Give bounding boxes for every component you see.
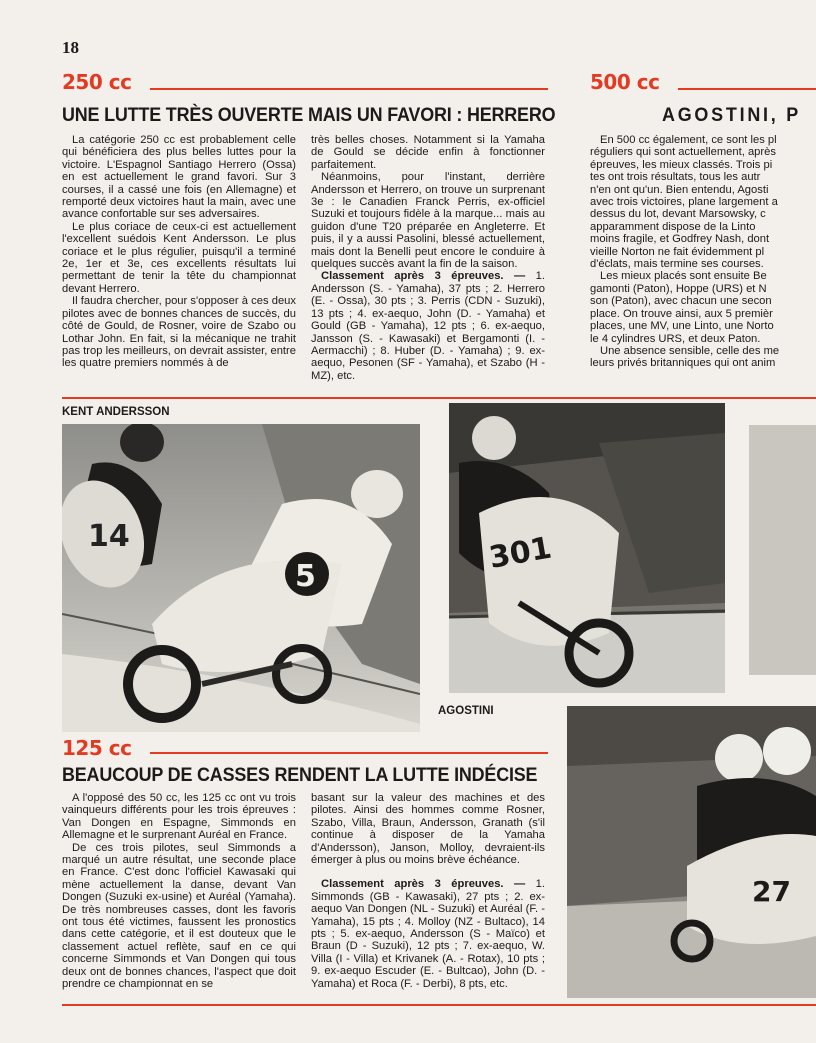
race-number-27: 27 bbox=[752, 875, 791, 908]
text-line: vieille Norton ne fait évidemment pl bbox=[590, 245, 765, 258]
paragraph: Il faudra chercher, pour s'opposer à ces deux pilotes avec de bonnes chances de succès, du côté de Gould, de Rosner, voire de Szabo ou Lothar John. En fait, si la mécanique ne trahit pas trop les meilleurs, on devrait assister, entre les quatre premiers nommés à de bbox=[62, 295, 296, 370]
article-250cc-column-1 bbox=[62, 134, 296, 370]
paragraph: Néanmoins, pour l'instant, derrière Andersson et Herrero, on trouve un surprenant 3e : le Canadien Franck Perris, ex-officiel Suzuki et toujours fidèle à la marque... mais au guidon d'une T20 préparée en Angleterre. Et puis, il y a aussi Pasolini, blessé actuellement, mais dont la Benelli peut encore le conduire à quelques succès avant la fin de la saison. bbox=[311, 171, 545, 271]
text-line: En 500 cc également, ce sont les pl bbox=[600, 134, 777, 146]
paragraph: De ces trois pilotes, seul Simmonds a marqué un autre résultat, une seconde place en France. C'est donc l'officiel Kawasaki qui mène actuellement la danse, devant Van Dongen (Suzuki ex-usine) et Auréal (Yamaha). De très nombreuses casses, dont les favoris ont tous été victimes, faussent les pronostics dans cette catégorie, et il est douteux que le classement actuel reflète, sauf en ce qui concerne Simmonds et Van Dongen qui tous deux ont de bonnes chances, l'aspect que doit prendre ce championnat en se bbox=[62, 841, 296, 991]
photo-agostini bbox=[449, 403, 725, 693]
text-line: moins fragile, et Godfrey Nash, dont bbox=[590, 233, 770, 246]
article-125cc-column-2 bbox=[311, 792, 545, 990]
photo-kent-andersson-image bbox=[62, 424, 420, 732]
headline-125cc: BEAUCOUP DE CASSES RENDENT LA LUTTE INDÉCISE bbox=[62, 764, 538, 786]
section-rule-250cc bbox=[150, 88, 548, 90]
text-line: apparamment dispose de la Linto bbox=[590, 220, 756, 233]
bottom-rule bbox=[62, 1004, 816, 1006]
classification-text: 1. Andersson (S. - Yamaha), 37 pts ; 2. Herrero (E. - Ossa), 30 pts ; 3. Perris (CDN - Suzuki), 13 pts ; 4. ex-aequo, John (D. - Yamaha) et Gould (GB - Yamaha), 12 pts ; 6. ex-aequo, Jansson (S. - Kawasaki) et Bergamonti (I. - Aermacchi) ; 8. Huber (D. - Yamaha) ; 9. ex-aequo, Pesonen (SF - Yamaha), et Szabo (H - MZ), etc. bbox=[311, 270, 545, 382]
text-line: dessus du lot, devant Marsowsky, c bbox=[590, 208, 766, 221]
section-rule-125cc bbox=[150, 752, 548, 754]
text-line: places, une MV, une Linto, une Norto bbox=[590, 320, 774, 333]
caption-kent-andersson: KENT ANDERSSON bbox=[62, 406, 170, 418]
paragraph: Le plus coriace de ceux-ci est actuellement l'excellent suédois Kent Andersson. Le plus coriace et le plus régulier, puisqu'il a terminé 2e, 1er et 3e, ces excellents résultats lui permettant de tenir la tête du championnat devant Herrero. bbox=[62, 220, 296, 295]
middle-rule bbox=[62, 397, 816, 399]
article-500cc-column bbox=[590, 134, 816, 370]
classification-text: 1. Simmonds (GB - Kawasaki), 27 pts ; 2. ex-aequo Van Dongen (NL - Suzuki) et Auréal (F. - Yamaha), 15 pts ; 4. Molloy (NZ - Bultaco), 14 pts ; 5. ex-aequo, Andersson (S - Maïco) et Braun (D - Suzuki), 12 pts ; 7. ex-aequo, W. Villa (I - Villa) et Krivanek (A. - Rotax), 10 pts ; 9. ex-aequo Escuder (E. - Bultcao), John (D. - Yamaha) et Roca (F. - Derbi), 8 pts, etc. bbox=[311, 878, 545, 990]
section-label-250cc: 250 cc bbox=[62, 70, 132, 94]
section-label-125cc: 125 cc bbox=[62, 736, 132, 760]
text-line: tes ont trois résultats, tous les autr bbox=[590, 171, 761, 184]
text-line: réguliers qui sont actuellement, après bbox=[590, 146, 776, 159]
paragraph: très belles choses. Notamment si la Yamaha de Gould se décide enfin à fonctionner parfaitement. bbox=[311, 134, 545, 171]
photo-kent-andersson bbox=[62, 424, 420, 732]
classification-paragraph bbox=[311, 270, 545, 382]
race-number-5: 5 bbox=[295, 559, 316, 594]
text-line: le 4 cylindres URS, et deux Paton. bbox=[590, 332, 761, 345]
text-line: place. On trouve ainsi, aux 5 premièr bbox=[590, 307, 773, 320]
photo-agostini-image bbox=[449, 403, 725, 693]
page-number: 18 bbox=[62, 38, 79, 57]
paragraph: La catégorie 250 cc est probablement celle qui bénéficiera des plus belles luttes pour la victoire. L'Espagnol Santiago Herrero (Ossa) en est actuellement le grand favori. Sur 3 courses, il a cassé une fois (en Allemagne) et remporté deux victoires haut la main, avec une avance confortable sur ses adversaires. bbox=[62, 134, 296, 221]
text-line: leurs privés britanniques qui ont anim bbox=[590, 357, 776, 370]
photo-sidecar bbox=[567, 706, 816, 998]
race-number-14: 14 bbox=[88, 519, 130, 554]
article-250cc-column-2 bbox=[311, 134, 545, 382]
text-line: gamonti (Paton), Hoppe (URS) et N bbox=[590, 282, 767, 295]
paragraph: basant sur la valeur des machines et des pilotes. Ainsi des hommes comme Rosner, Szabo, Villa, Braun, Andersson, Granath (s'il continue à disposer de la Yamaha d'Andersson), Janson, Molloy, devraient-ils émerger à plus ou moins brève échéance. bbox=[311, 792, 545, 867]
text-line: d'éclats, mais termine ses courses. bbox=[590, 258, 764, 271]
section-label-500cc: 500 cc bbox=[590, 70, 660, 94]
text-line: n'en ont qu'un. Bien entendu, Agosti bbox=[590, 183, 769, 196]
text-line: épreuves, les mieux classés. Trois pi bbox=[590, 158, 773, 171]
headline-500cc: AGOSTINI, P bbox=[662, 104, 802, 126]
race-number-301: 301 bbox=[486, 530, 555, 576]
text-line: Les mieux placés sont ensuite Be bbox=[600, 270, 767, 283]
classification-heading: Classement après 3 épreuves. — bbox=[321, 878, 526, 891]
classification-paragraph bbox=[311, 878, 545, 990]
text-line: avec trois victoires, plane largement a bbox=[590, 196, 778, 209]
text-line: son (Paton), avec chacun une secon bbox=[590, 295, 772, 308]
headline-250cc: UNE LUTTE TRÈS OUVERTE MAIS UN FAVORI : HERRERO bbox=[62, 104, 556, 126]
caption-agostini: AGOSTINI bbox=[438, 705, 494, 717]
photo-sidecar-image bbox=[567, 706, 816, 998]
paragraph: A l'opposé des 50 cc, les 125 cc ont vu trois vainqueurs différents pour les trois épreuves : Van Dongen en Espagne, Simmonds en Allemagne et le surprenant Auréal en France. bbox=[62, 792, 296, 842]
text-line: Une absence sensible, celle des me bbox=[600, 344, 780, 357]
article-125cc-column-1 bbox=[62, 792, 296, 991]
classification-heading: Classement après 3 épreuves. — bbox=[321, 270, 526, 283]
section-rule-500cc bbox=[678, 88, 816, 90]
photo-edge bbox=[749, 425, 816, 675]
